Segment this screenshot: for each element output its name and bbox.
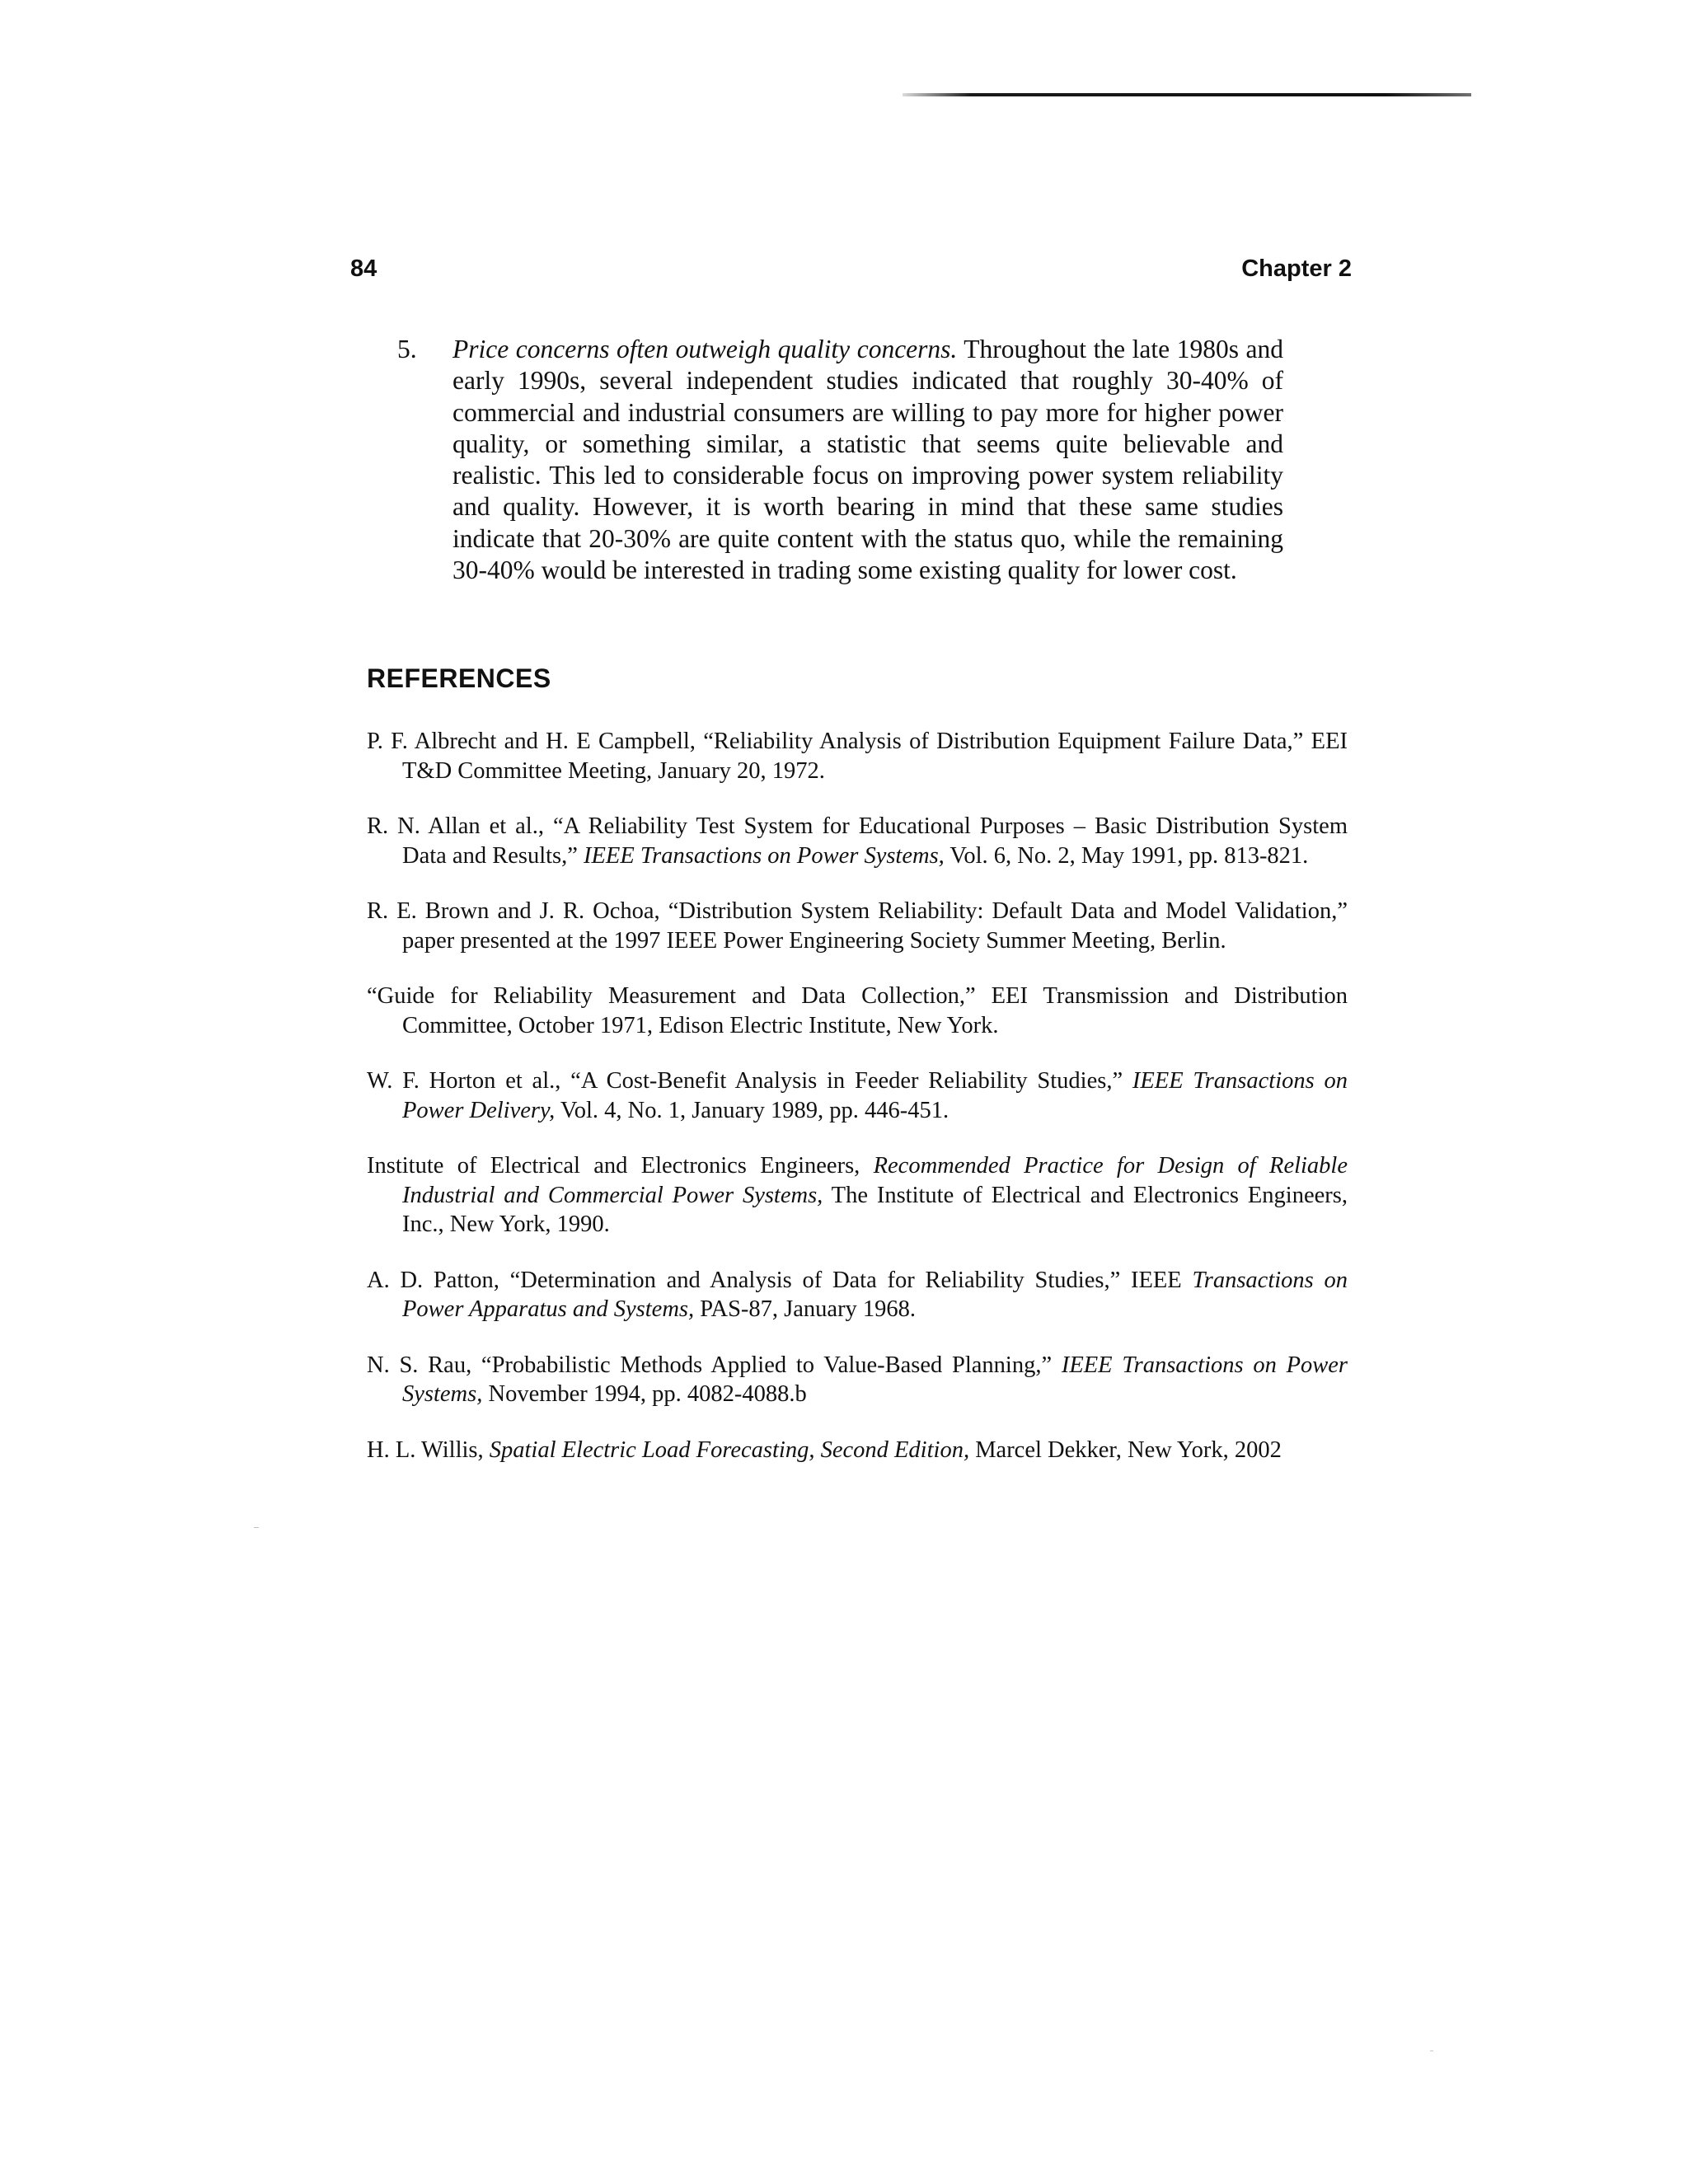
running-head: [350, 255, 1352, 288]
reference-entry: W. F. Horton et al., “A Cost-Benefit Analysis in Feeder Reliability Studies,” IEEE Transactions on Power Delivery, Vol. 4, No. 1, January 1989, pp. 446-451.: [367, 1068, 1348, 1123]
reference-entry: “Guide for Reliability Measurement and Data Collection,” EEI Transmission and Distribution Committee, October 1971, Edison Electric Institute, New York.: [367, 983, 1348, 1038]
scan-speck: [1430, 2050, 1433, 2051]
chapter-label: Chapter 2: [1241, 255, 1352, 282]
list-item-lead: Price concerns often outweigh quality concerns.: [452, 335, 958, 363]
reference-entry: N. S. Rau, “Probabilistic Methods Applied to Value-Based Planning,” IEEE Transactions on Power Systems, November 1994, pp. 4082-4088.b: [367, 1352, 1348, 1407]
scan-speck: [254, 1527, 259, 1528]
list-item-number: 5.: [397, 335, 417, 363]
reference-entry: R. E. Brown and J. R. Ochoa, “Distribution System Reliability: Default Data and Model Validation,” paper presented at the 1997 IEEE Power Engineering Society Summer Meeting, Berlin.: [367, 898, 1348, 954]
reference-entry: A. D. Patton, “Determination and Analysis of Data for Reliability Studies,” IEEE Transactions on Power Apparatus and Systems, PAS-87, January 1968.: [367, 1267, 1348, 1322]
reference-entry: P. F. Albrecht and H. E Campbell, “Reliability Analysis of Distribution Equipment Failure Data,” EEI T&D Committee Meeting, January 20, 1972.: [367, 729, 1348, 784]
list-item-text: Throughout the late 1980s and early 1990s, several independent studies indicated that roughly 30-40% of commercial and industrial consumers are willing to pay more for higher power quality, or something similar, a statistic that seems quite believable and realistic. This led to considerable focus on improving power system reliability and quality. However, it is worth bearing in mind that these same studies indicate that 20-30% are quite content with the status quo, while the remaining 30-40% would be interested in trading some existing quality for lower cost.: [452, 335, 1283, 585]
reference-entry: R. N. Allan et al., “A Reliability Test System for Educational Purposes – Basic Distribution System Data and Results,” IEEE Transactions on Power Systems, Vol. 6, No. 2, May 1991, pp. 813-821.: [367, 813, 1348, 869]
references-list: [367, 727, 1348, 1491]
header-rule: [903, 93, 1471, 96]
references-heading: REFERENCES: [367, 663, 551, 693]
reference-entry: Institute of Electrical and Electronics Engineers, Recommended Practice for Design of Reliable Industrial and Commercial Power Systems, The Institute of Electrical and Electronics Engineers, Inc., New York, 1990.: [367, 1153, 1348, 1237]
list-item-body: [452, 334, 1283, 586]
reference-entry: H. L. Willis, Spatial Electric Load Forecasting, Second Edition, Marcel Dekker, New York, 2002: [367, 1436, 1282, 1463]
page-number: 84: [350, 255, 377, 282]
list-item-5: [397, 334, 1283, 586]
